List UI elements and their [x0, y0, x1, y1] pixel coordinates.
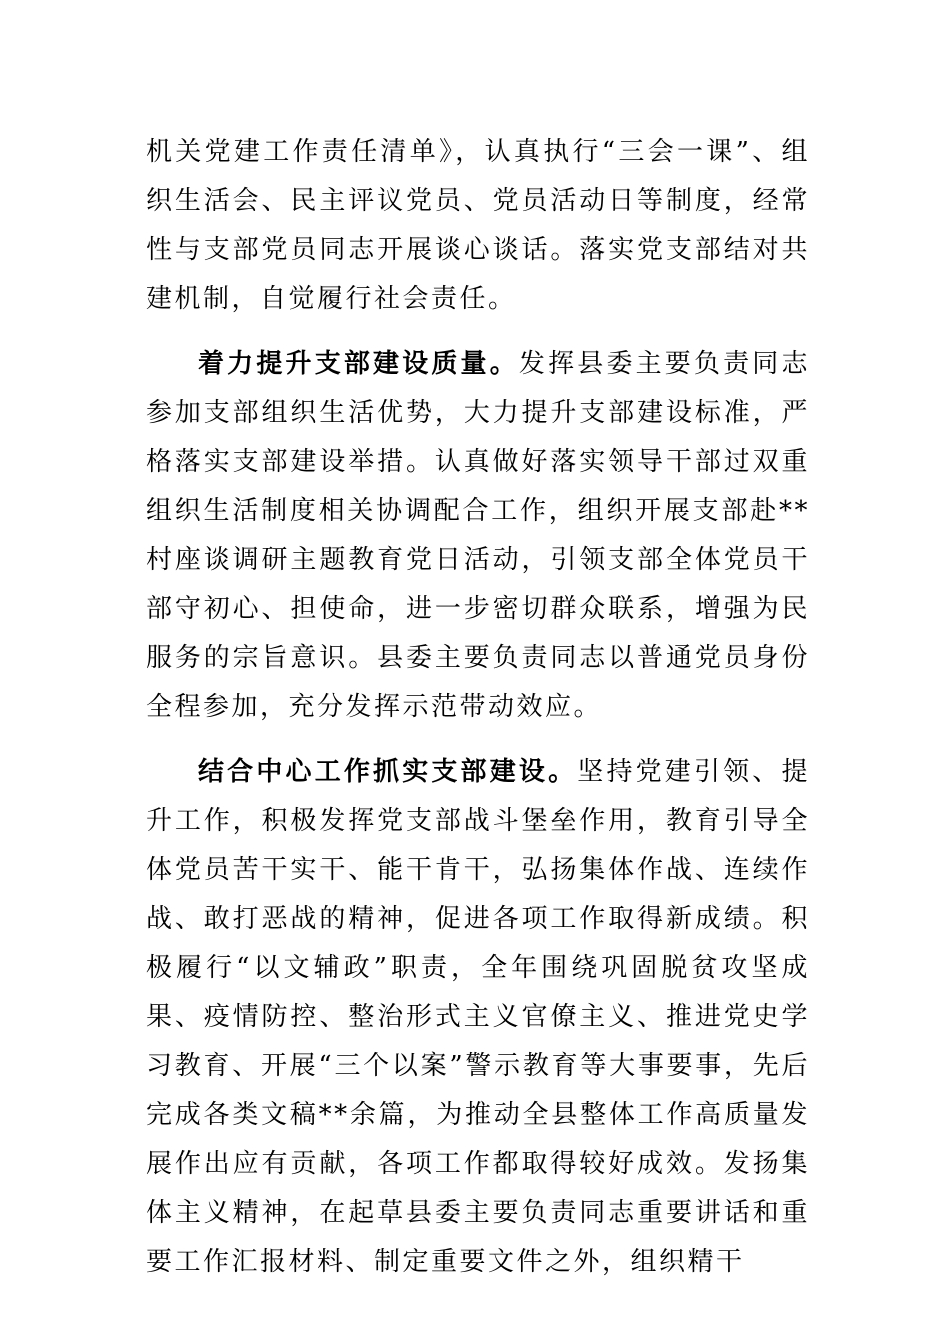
paragraph-2-text: 发挥县委主要负责同志参加支部组织生活优势，大力提升支部建设标准，严格落实支部建设举措。认真做好落实领导干部过双重组织生活制度相关协调配合工作，组织开展支部赴**村座谈调研主题教育党日活动，引领支部全体党员干部守初心、担使命，进一步密切群众联系，增强为民服务的宗旨意识。县委主要负责同志以普通党员身份全程参加，充分发挥示范带动效应。: [146, 349, 810, 722]
paragraph-2-lead: 着力提升支部建设质量。: [198, 349, 519, 379]
paragraph-3: [146, 748, 810, 1287]
paragraph-1: [146, 128, 810, 324]
paragraph-2: [146, 340, 810, 732]
document-body: [146, 128, 810, 1287]
paragraph-3-lead: 结合中心工作抓实支部建设。: [198, 757, 578, 787]
paragraph-3-text: 坚持党建引领、提升工作，积极发挥党支部战斗堡垒作用，教育引导全体党员苦干实干、能干肯干，弘扬集体作战、连续作战、敢打恶战的精神，促进各项工作取得新成绩。积极履行“以文辅政”职责，全年围绕巩固脱贫攻坚成果、疫情防控、整治形式主义官僚主义、推进党史学习教育、开展“三个以案”警示教育等大事要事，先后完成各类文稿**余篇，为推动全县整体工作高质量发展作出应有贡献，各项工作都取得较好成效。发扬集体主义精神，在起草县委主要负责同志重要讲话和重要工作汇报材料、制定重要文件之外，组织精干: [146, 757, 810, 1277]
paragraph-1-text: 机关党建工作责任清单》，认真执行“三会一课”、组织生活会、民主评议党员、党员活动日等制度，经常性与支部党员同志开展谈心谈话。落实党支部结对共建机制，自觉履行社会责任。: [146, 137, 810, 314]
